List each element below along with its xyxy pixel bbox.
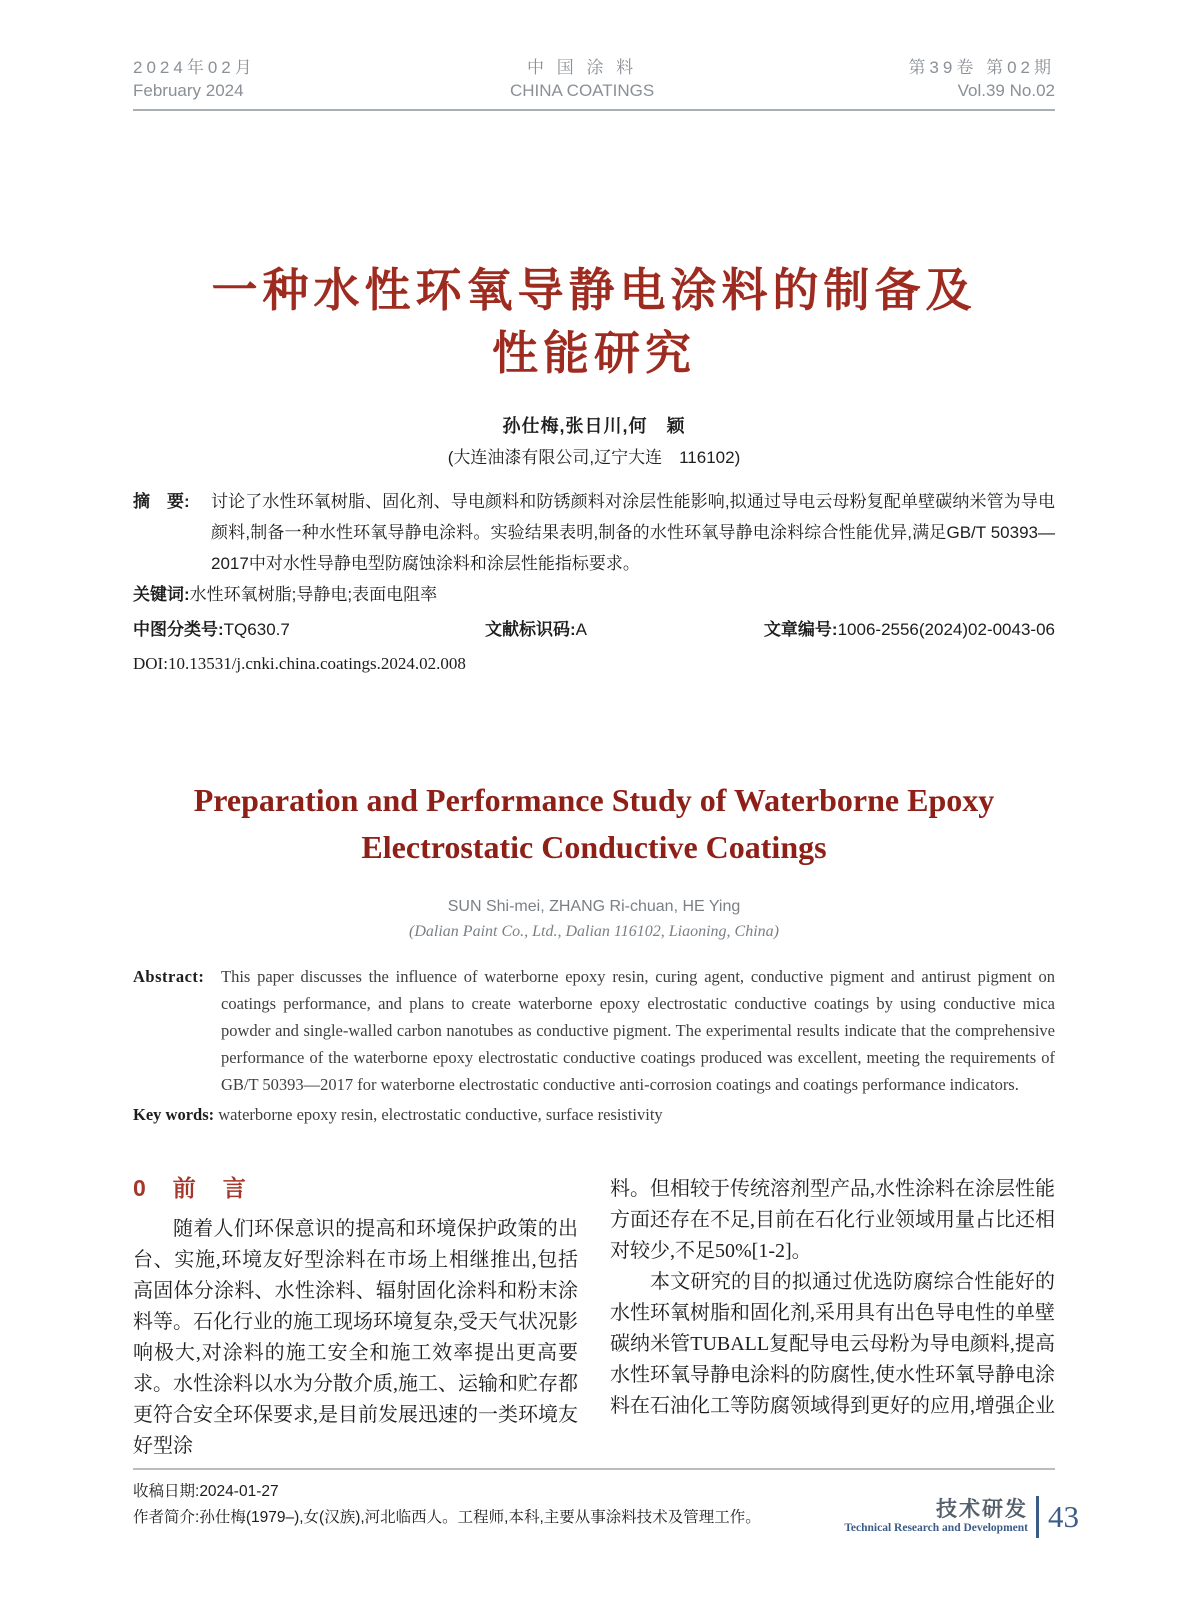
keywords-cn-label: 关键词:: [133, 585, 190, 604]
issue-en: Vol.39 No.02: [957, 81, 1055, 100]
author-bio-value: 孙仕梅(1979–),女(汉族),河北临西人。工程师,本科,主要从事涂料技术及管理工作。: [199, 1509, 761, 1526]
keywords-cn-text: 水性环氧树脂;导静电;表面电阻率: [189, 585, 438, 604]
keywords-en-text: waterborne epoxy resin, electrostatic conductive, surface resistivity: [218, 1105, 663, 1124]
page-footer-tag: [844, 1496, 1079, 1538]
article-id: [755, 617, 1055, 643]
keywords-en-label: Key words:: [133, 1105, 215, 1124]
abstract-cn: [133, 486, 1055, 579]
authors-cn: 孙仕梅,张日川,何 颖: [502, 416, 686, 436]
column-labels: [844, 1498, 1028, 1536]
article-title-cn: [133, 259, 1055, 385]
article-title-cn-line2: 性能研究: [492, 327, 696, 379]
article-title-en-line2: Electrostatic Conductive Coatings: [361, 829, 827, 865]
running-head-issue: [908, 56, 1055, 102]
intro-left-column: [133, 1174, 578, 1462]
clc-label: 中图分类号:: [133, 620, 224, 639]
journal-title-en: CHINA COATINGS: [509, 81, 655, 100]
intro-right-column: [610, 1174, 1055, 1462]
column-name-en: Technical Research and Development: [844, 1522, 1028, 1534]
date-en: February 2024: [133, 81, 244, 100]
article-title-en-line1: Preparation and Performance Study of Waterborne Epoxy: [193, 782, 995, 818]
article-title-cn-line1: 一种水性环氧导静电涂料的制备及: [211, 264, 977, 316]
abstract-en: [133, 963, 1055, 1098]
abstract-cn-text: 讨论了水性环氧树脂、固化剂、导电颜料和防锈颜料对涂层性能影响,拟通过导电云母粉复配单壁碳纳米管为导电颜料,制备一种水性环氧导静电涂料。实验结果表明,制备的水性环氧导静电涂料综合性能优异,满足GB/T 50393—2017中对水性导静电型防腐蚀涂料和涂层性能指标要求。: [211, 492, 1055, 573]
footer-divider-bar: [1036, 1496, 1039, 1538]
clc-number: [133, 617, 485, 643]
running-head-date: [133, 56, 256, 102]
abstract-cn-label: 摘 要:: [133, 492, 190, 511]
article-id-value: 1006-2556(2024)02-0043-06: [837, 620, 1055, 639]
keywords-cn: [133, 579, 1055, 610]
page-content: [133, 0, 1055, 1531]
intro-columns: [133, 1174, 1055, 1462]
document-code-value: A: [575, 620, 588, 639]
keywords-en: [133, 1101, 1055, 1128]
abstract-en-label: Abstract:: [133, 967, 205, 986]
issue-cn: 第39卷 第02期: [908, 58, 1055, 77]
received-date-value: 2024-01-27: [199, 1483, 279, 1500]
authors-en: SUN Shi-mei, ZHANG Ri-chuan, HE Ying: [447, 898, 741, 915]
author-bio-label: 作者简介:: [133, 1509, 200, 1526]
section-heading-intro: 0 前 言: [133, 1175, 248, 1201]
received-date-label: 收稿日期:: [133, 1483, 200, 1500]
document-code-label: 文献标识码:: [485, 620, 576, 639]
article-id-label: 文章编号:: [763, 620, 838, 639]
date-cn: 2024年02月: [133, 58, 256, 77]
column-name-cn: 技术研发: [936, 1498, 1028, 1521]
document-code: [485, 617, 755, 643]
clc-value: TQ630.7: [223, 620, 290, 639]
intro-paragraph-1-continued: 料。但相较于传统溶剂型产品,水性涂料在涂层性能方面还存在不足,目前在石化行业领域用量占比还相对较少,不足50%[1-2]。: [610, 1178, 1055, 1262]
running-head-journal: [510, 56, 654, 102]
article-title-en: [133, 777, 1055, 871]
running-head: [133, 0, 1055, 111]
affiliation-en: (Dalian Paint Co., Ltd., Dalian 116102, Liaoning, China): [409, 923, 779, 940]
intro-paragraph-1: 随着人们环保意识的提高和环境保护政策的出台、实施,环境友好型涂料在市场上相继推出,包括高固体分涂料、水性涂料、辐射固化涂料和粉末涂料等。石化行业的施工现场环境复杂,受天气状况影响极大,对涂料的施工安全和施工效率提出更高要求。水性涂料以水为分散介质,施工、运输和贮存都更符合安全环保要求,是目前发展迅速的一类环境友好型涂: [133, 1218, 578, 1457]
affiliation-cn: (大连油漆有限公司,辽宁大连 116102): [447, 448, 741, 467]
doi: DOI:10.13531/j.cnki.china.coatings.2024.02.008: [133, 654, 466, 673]
classification-row: [133, 617, 1055, 643]
journal-title-cn: 中 国 涂 料: [527, 58, 638, 77]
page-number: 43: [1048, 1499, 1079, 1534]
abstract-en-text: This paper discusses the influence of waterborne epoxy resin, curing agent, conductive pigment and antirust pigment on coatings performance, and plans to create waterborne epoxy electrostatic conductive coatings by using conductive mica powder and single-walled carbon nanotubes as conductive pigment. The experimental results indicate that the comprehensive performance of the waterborne epoxy electrostatic conductive coatings produced was excellent, meeting the requirements of GB/T 50393—2017 for waterborne electrostatic conductive anti-corrosion coatings and coatings performance indicators.: [221, 967, 1055, 1094]
intro-paragraph-2: 本文研究的目的拟通过优选防腐综合性能好的水性环氧树脂和固化剂,采用具有出色导电性的单壁碳纳米管TUBALL复配导电云母粉为导电颜料,提高水性环氧导静电涂料的防腐性,使水性环氧导静电涂料在石油化工等防腐领域得到更好的应用,增强企业: [610, 1271, 1055, 1417]
